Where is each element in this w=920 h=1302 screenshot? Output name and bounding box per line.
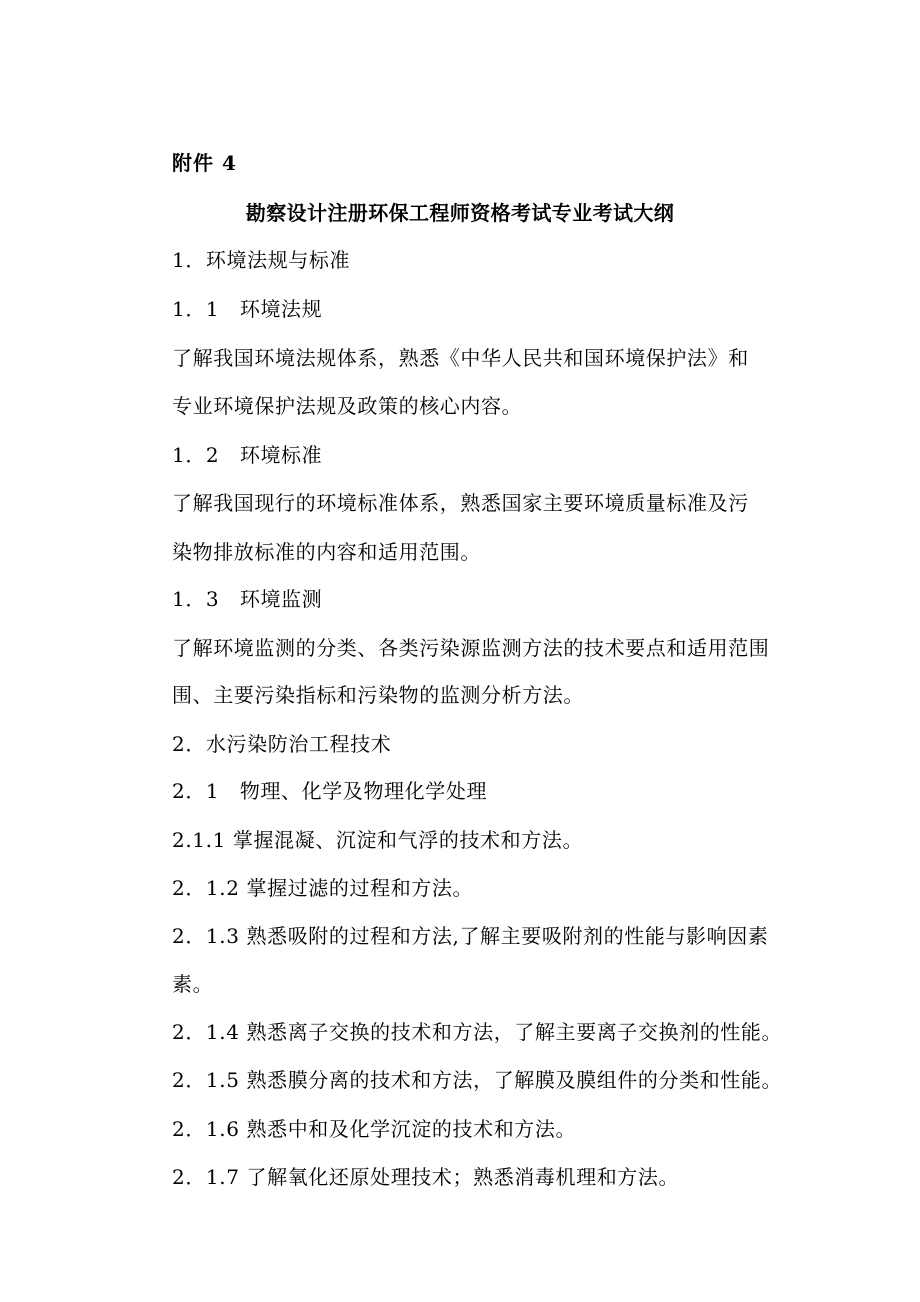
list-item: 2．1.3 熟悉吸附的过程和方法,了解主要吸附剂的性能与影响因素 [172,924,769,948]
paragraph-line: 了解我国环境法规体系，熟悉《中华人民共和国环境保护法》和 [172,346,749,370]
attachment-label: 附件 4 [172,151,237,175]
paragraph-line: 了解我国现行的环境标准体系，熟悉国家主要环境质量标准及污 [172,491,749,515]
list-item: 2．1.6 熟悉中和及化学沉淀的技术和方法。 [172,1117,577,1141]
paragraph-line: 染物排放标准的内容和适用范围。 [172,540,481,564]
subsection-heading: 1．2 环境标准 [172,443,323,467]
paragraph-line: 了解环境监测的分类、各类污染源监测方法的技术要点和适用范围 [172,636,770,660]
subsection-heading: 1．3 环境监测 [172,587,323,611]
list-item: 2．1.5 熟悉膜分离的技术和方法，了解膜及膜组件的分类和性能。 [172,1068,783,1092]
paragraph-line: 围、主要污染指标和污染物的监测分析方法。 [172,683,584,707]
subsection-heading: 2．1 物理、化学及物理化学处理 [172,779,488,803]
section-heading: 2．水污染防治工程技术 [172,732,392,756]
list-item: 2.1.1 掌握混凝、沉淀和气浮的技术和方法。 [172,828,584,852]
list-item: 2．1.7 了解氧化还原处理技术；熟悉消毒机理和方法。 [172,1165,680,1189]
paragraph-line: 专业环境保护法规及政策的核心内容。 [172,394,523,418]
subsection-heading: 1．1 环境法规 [172,297,323,321]
document-title: 勘察设计注册环保工程师资格考试专业考试大纲 [245,201,675,225]
list-item: 2．1.2 掌握过滤的过程和方法。 [172,876,474,900]
section-heading: 1．环境法规与标准 [172,248,351,272]
list-item-continuation: 素。 [172,972,214,996]
list-item: 2．1.4 熟悉离子交换的技术和方法，了解主要离子交换剂的性能。 [172,1020,783,1044]
